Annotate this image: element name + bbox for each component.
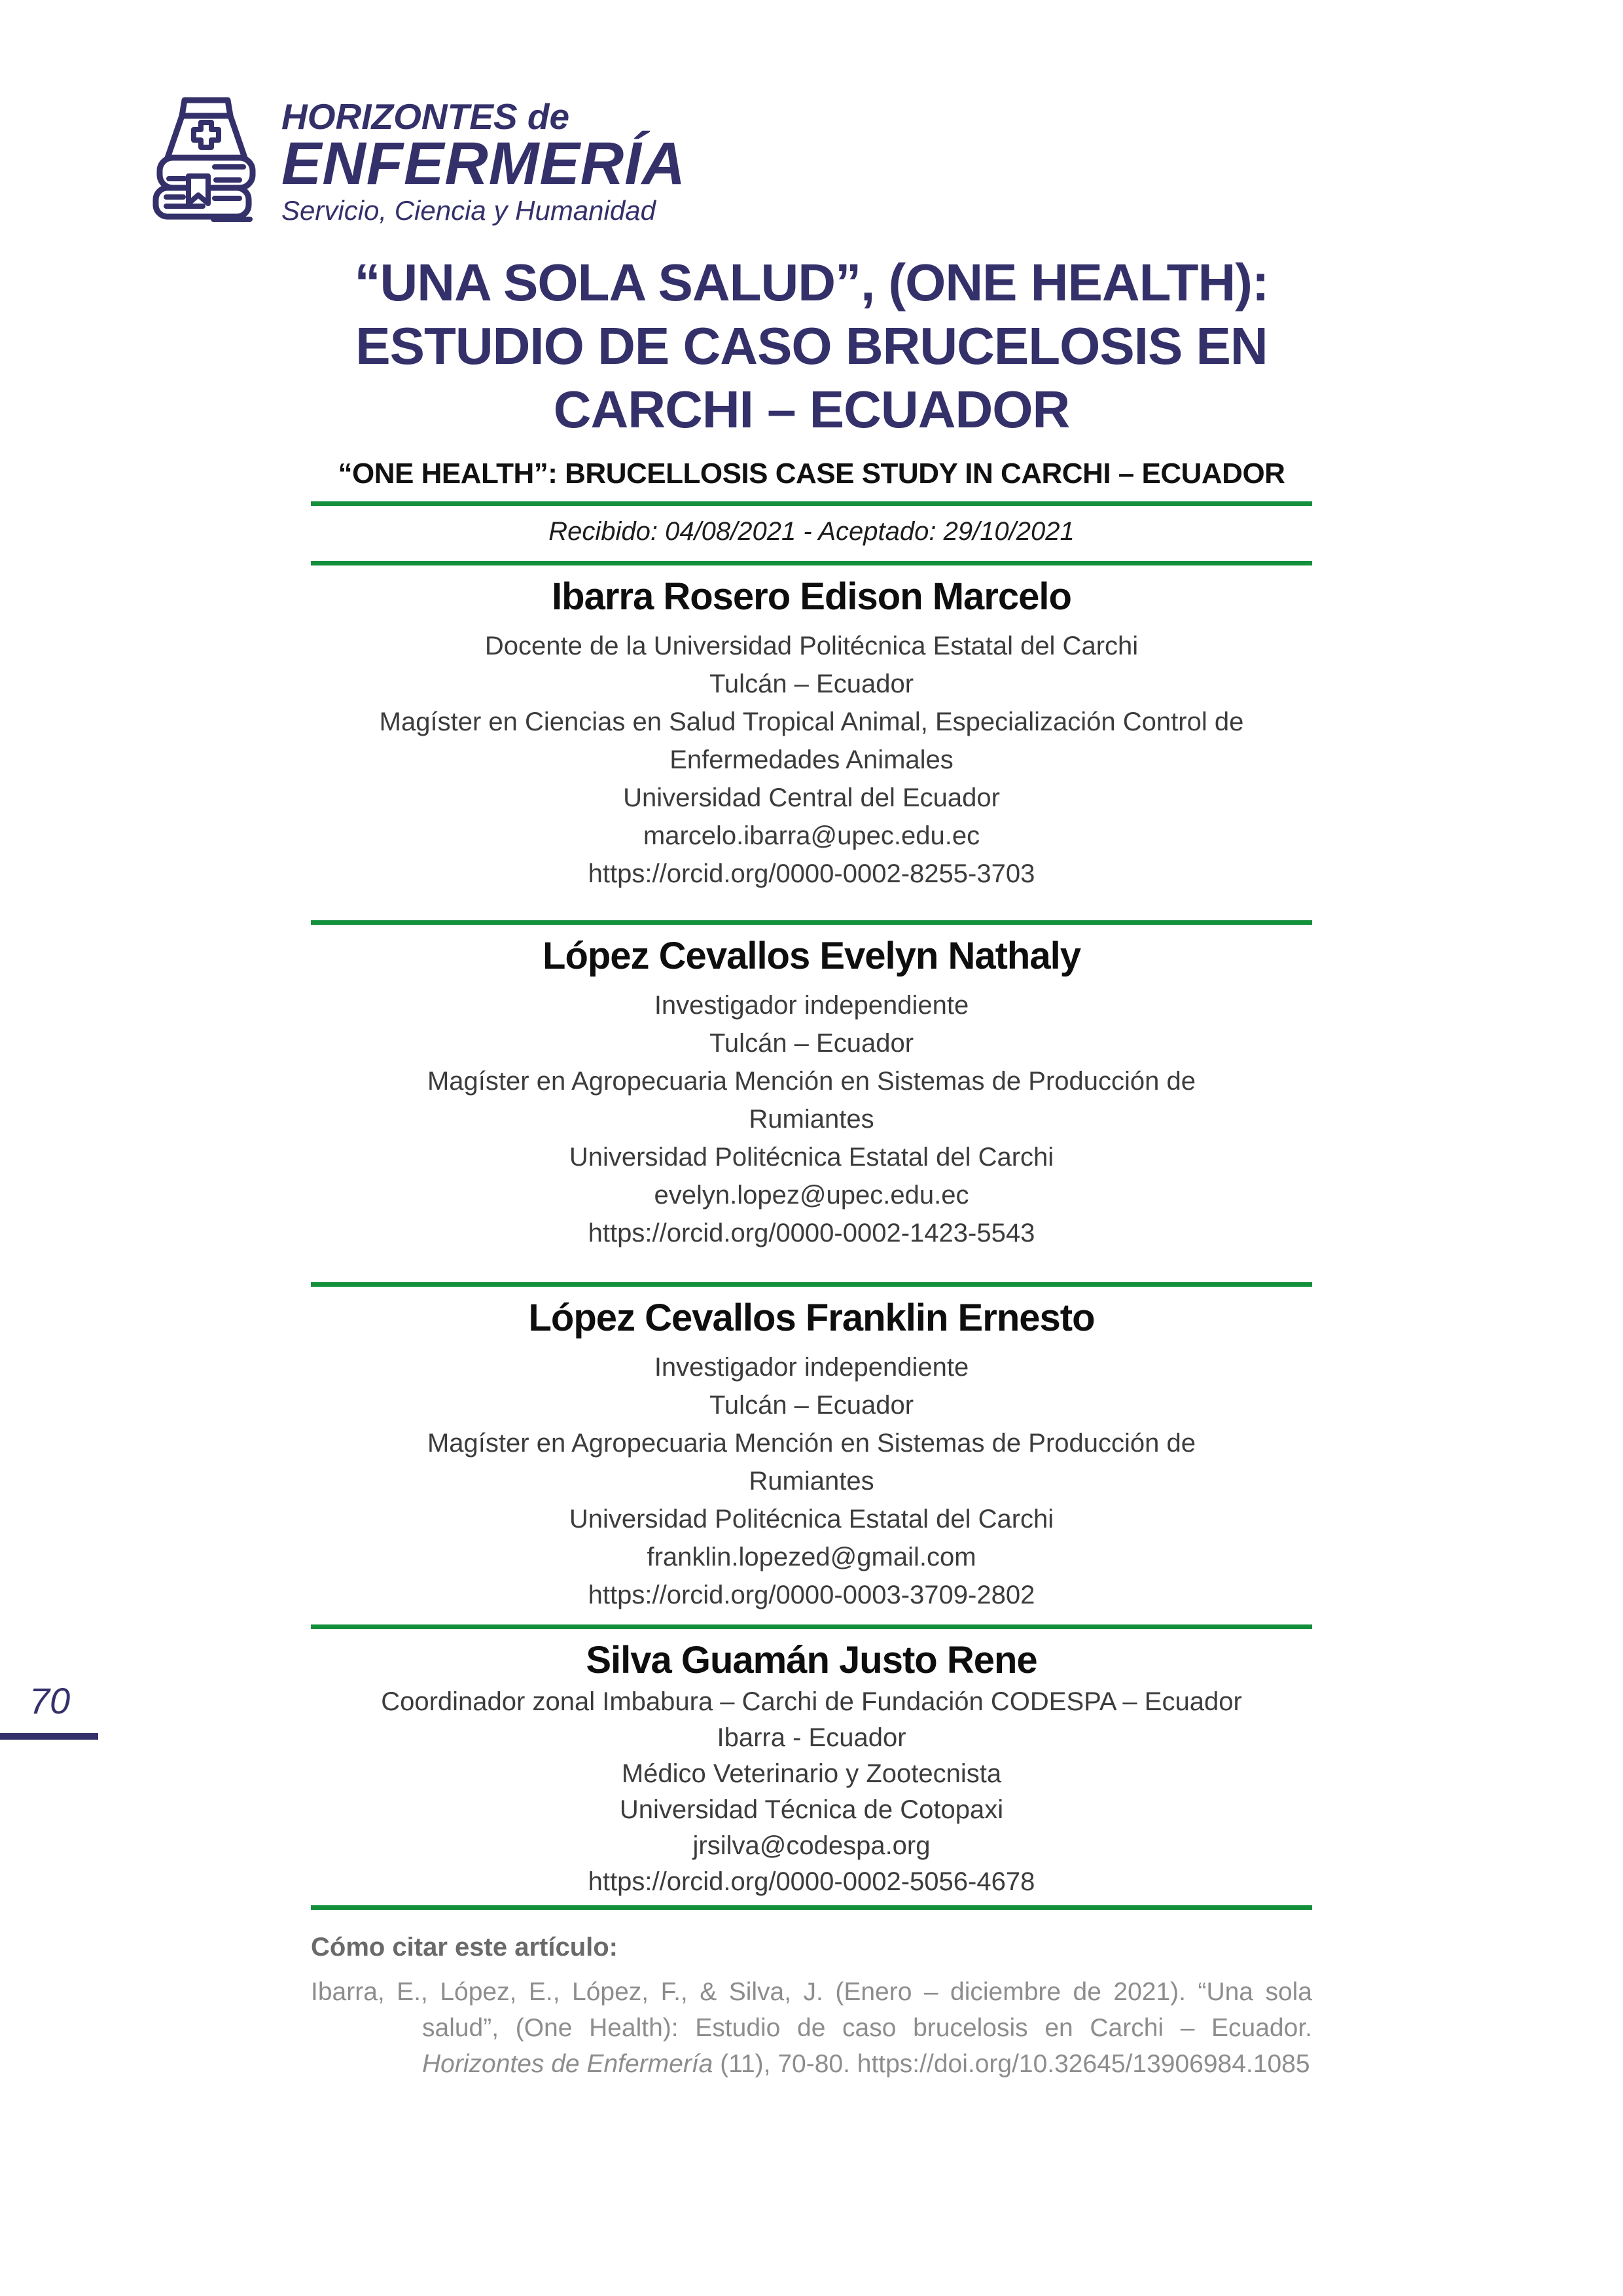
author-city: Tulcán – Ecuador [709, 1391, 914, 1420]
author-degree: Médico Veterinario y Zootecnista [621, 1759, 1002, 1788]
page-number: 70 [29, 1680, 71, 1721]
article-header-column [311, 245, 1312, 2082]
author-orcid-url: https://orcid.org/0000-0003-3709-2802 [588, 1581, 1035, 1609]
author-university: Universidad Central del Ecuador [623, 783, 1000, 812]
author-orcid-url: https://orcid.org/0000-0002-8255-3703 [588, 859, 1035, 888]
journal-logo [151, 94, 686, 227]
author-degree-cont: Rumiantes [749, 1105, 874, 1134]
author-name: Ibarra Rosero Edison Marcelo [552, 575, 1071, 618]
citation-part-1: Ibarra, E., López, E., López, F., & Silva, J. (Enero – diciembre de 2021). “Una sola salud”, (One Health): Estudio de caso brucelosis en Carchi – Ecuador. [311, 1978, 1312, 2042]
author-email: franklin.lopezed@gmail.com [647, 1543, 976, 1571]
author-university: Universidad Politécnica Estatal del Carchi [569, 1505, 1054, 1534]
author-degree: Magíster en Agropecuaria Mención en Sistemas de Producción de [427, 1067, 1196, 1096]
nurse-cap-on-books-icon [151, 94, 262, 223]
journal-logo-text [281, 94, 686, 227]
author-block-1 [311, 576, 1312, 893]
article-title-line-2: ESTUDIO DE CASO BRUCELOSIS EN [355, 317, 1268, 375]
author-degree-cont: Enfermedades Animales [669, 745, 954, 774]
citation-part-2: (11), 70-80. https://doi.org/10.32645/13906984.1085 [713, 2050, 1310, 2078]
author-role: Coordinador zonal Imbabura – Carchi de Fundación CODESPA – Ecuador [381, 1687, 1242, 1716]
author-role: Investigador independiente [654, 991, 969, 1020]
author-university: Universidad Técnica de Cotopaxi [619, 1795, 1004, 1824]
author-degree: Magíster en Agropecuaria Mención en Sistemas de Producción de [427, 1429, 1196, 1458]
citation-journal-italic: Horizontes de Enfermería [422, 2050, 713, 2078]
article-subtitle-english: “ONE HEALTH”: BRUCELLOSIS CASE STUDY IN CARCHI – ECUADOR [338, 457, 1285, 490]
green-divider [311, 501, 1312, 506]
author-name: López Cevallos Franklin Ernesto [528, 1297, 1095, 1339]
author-affiliation [311, 986, 1312, 1252]
author-block-3 [311, 1297, 1312, 1614]
author-name: López Cevallos Evelyn Nathaly [543, 935, 1080, 977]
author-degree-cont: Rumiantes [749, 1467, 874, 1496]
author-name: Silva Guamán Justo Rene [586, 1639, 1037, 1681]
author-email: jrsilva@codespa.org [692, 1831, 931, 1860]
page-number-divider [0, 1733, 98, 1740]
author-email: evelyn.lopez@upec.edu.ec [654, 1181, 969, 1210]
author-affiliation [311, 627, 1312, 893]
article-title-line-3: CARCHI – ECUADOR [553, 380, 1070, 439]
author-affiliation [311, 1684, 1312, 1900]
author-affiliation [311, 1348, 1312, 1614]
journal-name-top: HORIZONTES de [281, 96, 570, 137]
author-orcid-url: https://orcid.org/0000-0002-1423-5543 [588, 1219, 1035, 1247]
author-city: Tulcán – Ecuador [709, 670, 914, 698]
green-divider [311, 1905, 1312, 1910]
received-accepted-dates: Recibido: 04/08/2021 - Aceptado: 29/10/2021 [548, 517, 1075, 546]
author-role: Docente de la Universidad Politécnica Estatal del Carchi [484, 632, 1139, 660]
green-divider [311, 1624, 1312, 1629]
author-role: Investigador independiente [654, 1353, 969, 1382]
journal-tagline: Servicio, Ciencia y Humanidad [281, 195, 656, 226]
author-block-2 [311, 935, 1312, 1252]
citation-text [311, 1974, 1312, 2082]
green-divider [311, 561, 1312, 565]
author-university: Universidad Politécnica Estatal del Carchi [569, 1143, 1054, 1172]
green-divider [311, 1282, 1312, 1287]
article-title [311, 251, 1312, 441]
how-to-cite-heading: Cómo citar este artículo: [311, 1933, 618, 1962]
author-orcid-url: https://orcid.org/0000-0002-5056-4678 [588, 1867, 1035, 1896]
author-email: marcelo.ibarra@upec.edu.ec [643, 821, 980, 850]
author-city: Ibarra - Ecuador [717, 1723, 906, 1752]
author-block-4 [311, 1640, 1312, 1900]
author-city: Tulcán – Ecuador [709, 1029, 914, 1058]
author-degree: Magíster en Ciencias en Salud Tropical Animal, Especialización Control de [379, 708, 1244, 736]
green-divider [311, 920, 1312, 925]
journal-name-main: ENFERMERÍA [281, 130, 687, 197]
article-title-line-1: “UNA SOLA SALUD”, (ONE HEALTH): [354, 253, 1269, 312]
